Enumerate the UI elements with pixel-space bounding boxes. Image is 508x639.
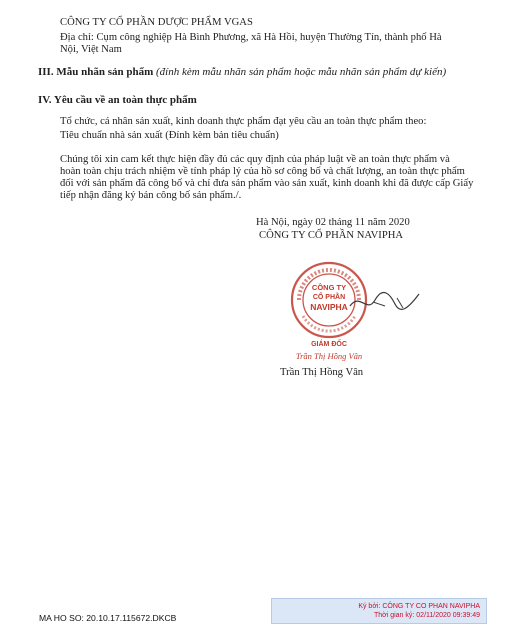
stamp-script-name: Trần Thị Hồng Vân: [295, 351, 363, 361]
handwritten-signature: [345, 288, 425, 316]
place-date: Hà Nội, ngày 02 tháng 11 năm 2020: [256, 217, 410, 228]
stamp-company-line-2: CỔ PHẦN: [312, 294, 346, 301]
section-4-title: IV. Yêu cầu về an toàn thực phẩm: [38, 94, 197, 106]
dossier-code: MA HO SO: 20.10.17.115672.DKCB: [39, 613, 177, 623]
stamp-company-line-3: NAVIPHA: [310, 302, 348, 312]
signed-by: Ký bởi: CÔNG TY CO PHAN NAVIPHA: [358, 603, 480, 610]
section-3-note: (đính kèm mẫu nhãn sản phẩm hoặc mẫu nhãn sản phẩm dự kiến): [156, 66, 447, 78]
address-line-2: Nội, Việt Nam: [60, 44, 122, 55]
commitment-line-3: đối với sản phẩm đã công bố và chỉ đưa sản phẩm vào sản xuất, kinh doanh khi đã được cấp Giấy: [60, 178, 474, 189]
section-3: [38, 66, 446, 79]
address-line-1: Địa chỉ: Cụm công nghiệp Hà Bình Phương, xã Hà Hồi, huyện Thường Tín, thành phố Hà: [60, 32, 442, 43]
section-4-line-2: Tiêu chuẩn nhà sản xuất (Đính kèm bản tiêu chuẩn): [60, 130, 279, 141]
signed-time: Thời gian ký: 02/11/2020 09:39:49: [373, 612, 480, 619]
stamp-role: GIÁM ĐỐC: [311, 341, 347, 348]
commitment-line-1: Chúng tôi xin cam kết thực hiện đầy đủ các quy định của pháp luật về an toàn thực phẩm và: [60, 154, 450, 165]
section-4-line-1: Tổ chức, cá nhân sản xuất, kinh doanh thực phẩm đạt yêu cầu an toàn thực phẩm theo:: [60, 116, 427, 127]
section-3-title: III. Mẫu nhãn sản phẩm: [38, 66, 154, 78]
digital-signature-box: [271, 598, 487, 624]
company-heading: CÔNG TY CỔ PHẦN DƯỢC PHẨM VGAS: [60, 17, 253, 28]
commitment-line-4: tiếp nhận đăng ký bản công bố sản phẩm./.: [60, 190, 242, 201]
signing-company: CÔNG TY CỔ PHẦN NAVIPHA: [259, 230, 404, 241]
commitment-line-2: hoàn toàn chịu trách nhiệm về tính pháp lý của hồ sơ công bố và chất lượng, an toàn thực phẩm: [60, 166, 465, 177]
stamp-company-line-1: CÔNG TY: [311, 283, 347, 292]
signer-name: Trần Thị Hồng Vân: [280, 367, 364, 378]
